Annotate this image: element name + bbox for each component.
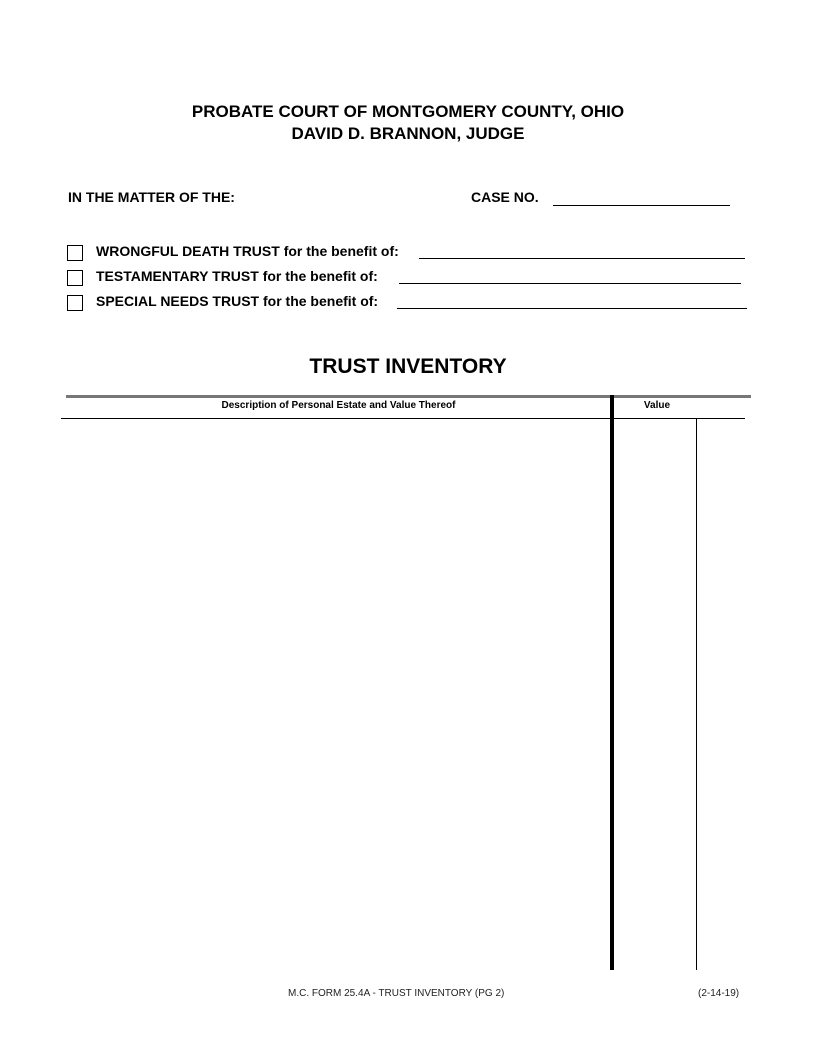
form-revision: (2-14-19) [698, 988, 740, 999]
wrongful-death-trust-label: WRONGFUL DEATH TRUST for the benefit of: [96, 243, 399, 259]
testamentary-trust-label: TESTAMENTARY TRUST for the benefit of: [96, 268, 378, 284]
wrongful-death-trust-checkbox[interactable] [67, 245, 83, 261]
table-header-divider [61, 418, 745, 419]
testamentary-trust-checkbox[interactable] [67, 270, 83, 286]
judge-name: DAVID D. BRANNON, JUDGE [291, 124, 525, 143]
case-no-label: CASE NO. [471, 189, 539, 205]
value-cents-area[interactable] [697, 420, 745, 968]
inventory-title: TRUST INVENTORY [309, 355, 507, 378]
matter-label: IN THE MATTER OF THE: [68, 189, 235, 205]
court-name: PROBATE COURT OF MONTGOMERY COUNTY, OHIO [191, 102, 625, 121]
column-header-value: Value [643, 400, 671, 411]
table-top-rule [66, 395, 751, 398]
value-dollars-area[interactable] [614, 420, 696, 968]
wrongful-death-beneficiary-field[interactable] [419, 258, 745, 259]
special-needs-trust-checkbox[interactable] [67, 295, 83, 311]
form-id: M.C. FORM 25.4A - TRUST INVENTORY (PG 2) [288, 988, 505, 999]
description-area[interactable] [66, 420, 610, 968]
testamentary-beneficiary-field[interactable] [399, 283, 741, 284]
case-no-field[interactable] [553, 205, 730, 206]
special-needs-trust-label: SPECIAL NEEDS TRUST for the benefit of: [96, 293, 379, 309]
special-needs-beneficiary-field[interactable] [397, 308, 747, 309]
column-header-description: Description of Personal Estate and Value Thereof [221, 400, 456, 411]
